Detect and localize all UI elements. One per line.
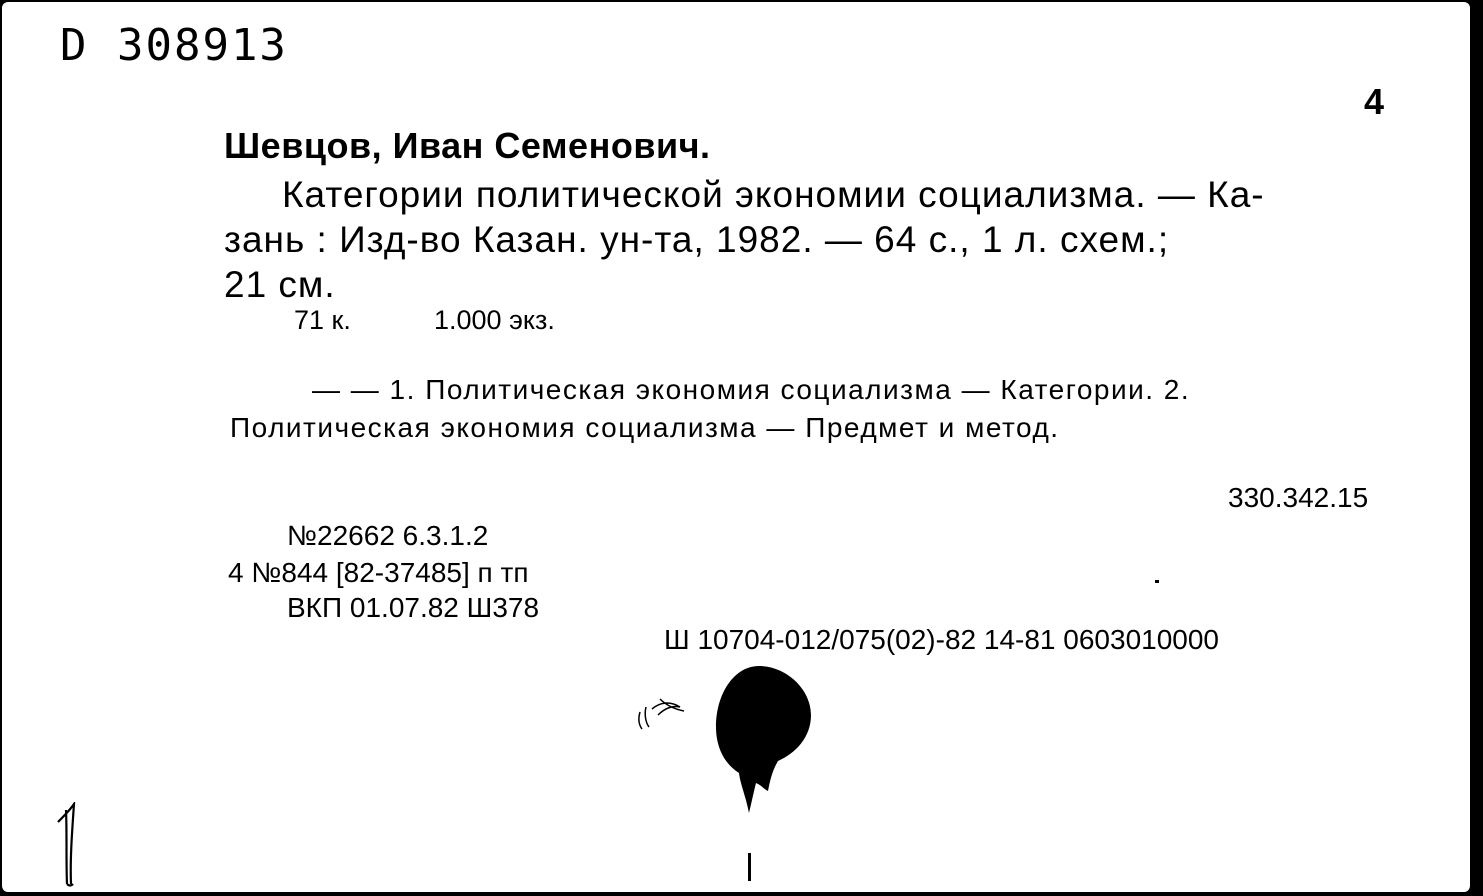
price: 71 к. bbox=[294, 305, 351, 335]
print-run: 1.000 экз. bbox=[434, 305, 555, 335]
udc-classification: 330.342.15 bbox=[1228, 482, 1369, 513]
ink-blot-icon bbox=[622, 657, 822, 887]
title-line-2: зань : Изд-во Казан. ун-та, 1982. — 64 с., 1 л. схем.; bbox=[224, 219, 1170, 260]
card-paper bbox=[2, 2, 1470, 892]
title-line-3: 21 см. bbox=[224, 264, 336, 305]
author-heading: Шевцов, Иван Семенович. bbox=[224, 125, 711, 166]
subject-headings-line-1: — — 1. Политическая экономия социализма — Категории. 2. bbox=[312, 374, 1191, 405]
handwritten-card-number: D 308913 bbox=[60, 20, 288, 71]
tech-line-4: Ш 10704-012/075(02)-82 14-81 0603010000 bbox=[664, 624, 1219, 655]
volume-mark: 4 bbox=[1364, 81, 1385, 122]
title-line-1: Категории политической экономии социализма. — Ка- bbox=[282, 174, 1265, 215]
pencil-digit-one-icon bbox=[52, 802, 92, 887]
tech-line-1: №22662 6.3.1.2 bbox=[287, 520, 489, 551]
tech-line-2: 4 №844 [82-37485] п тп bbox=[228, 557, 529, 588]
subject-headings-line-2: Политическая экономия социализма — Предмет и метод. bbox=[230, 412, 1060, 443]
tech-line-3: ВКП 01.07.82 Ш378 bbox=[287, 592, 540, 623]
ink-dot bbox=[1155, 580, 1159, 583]
